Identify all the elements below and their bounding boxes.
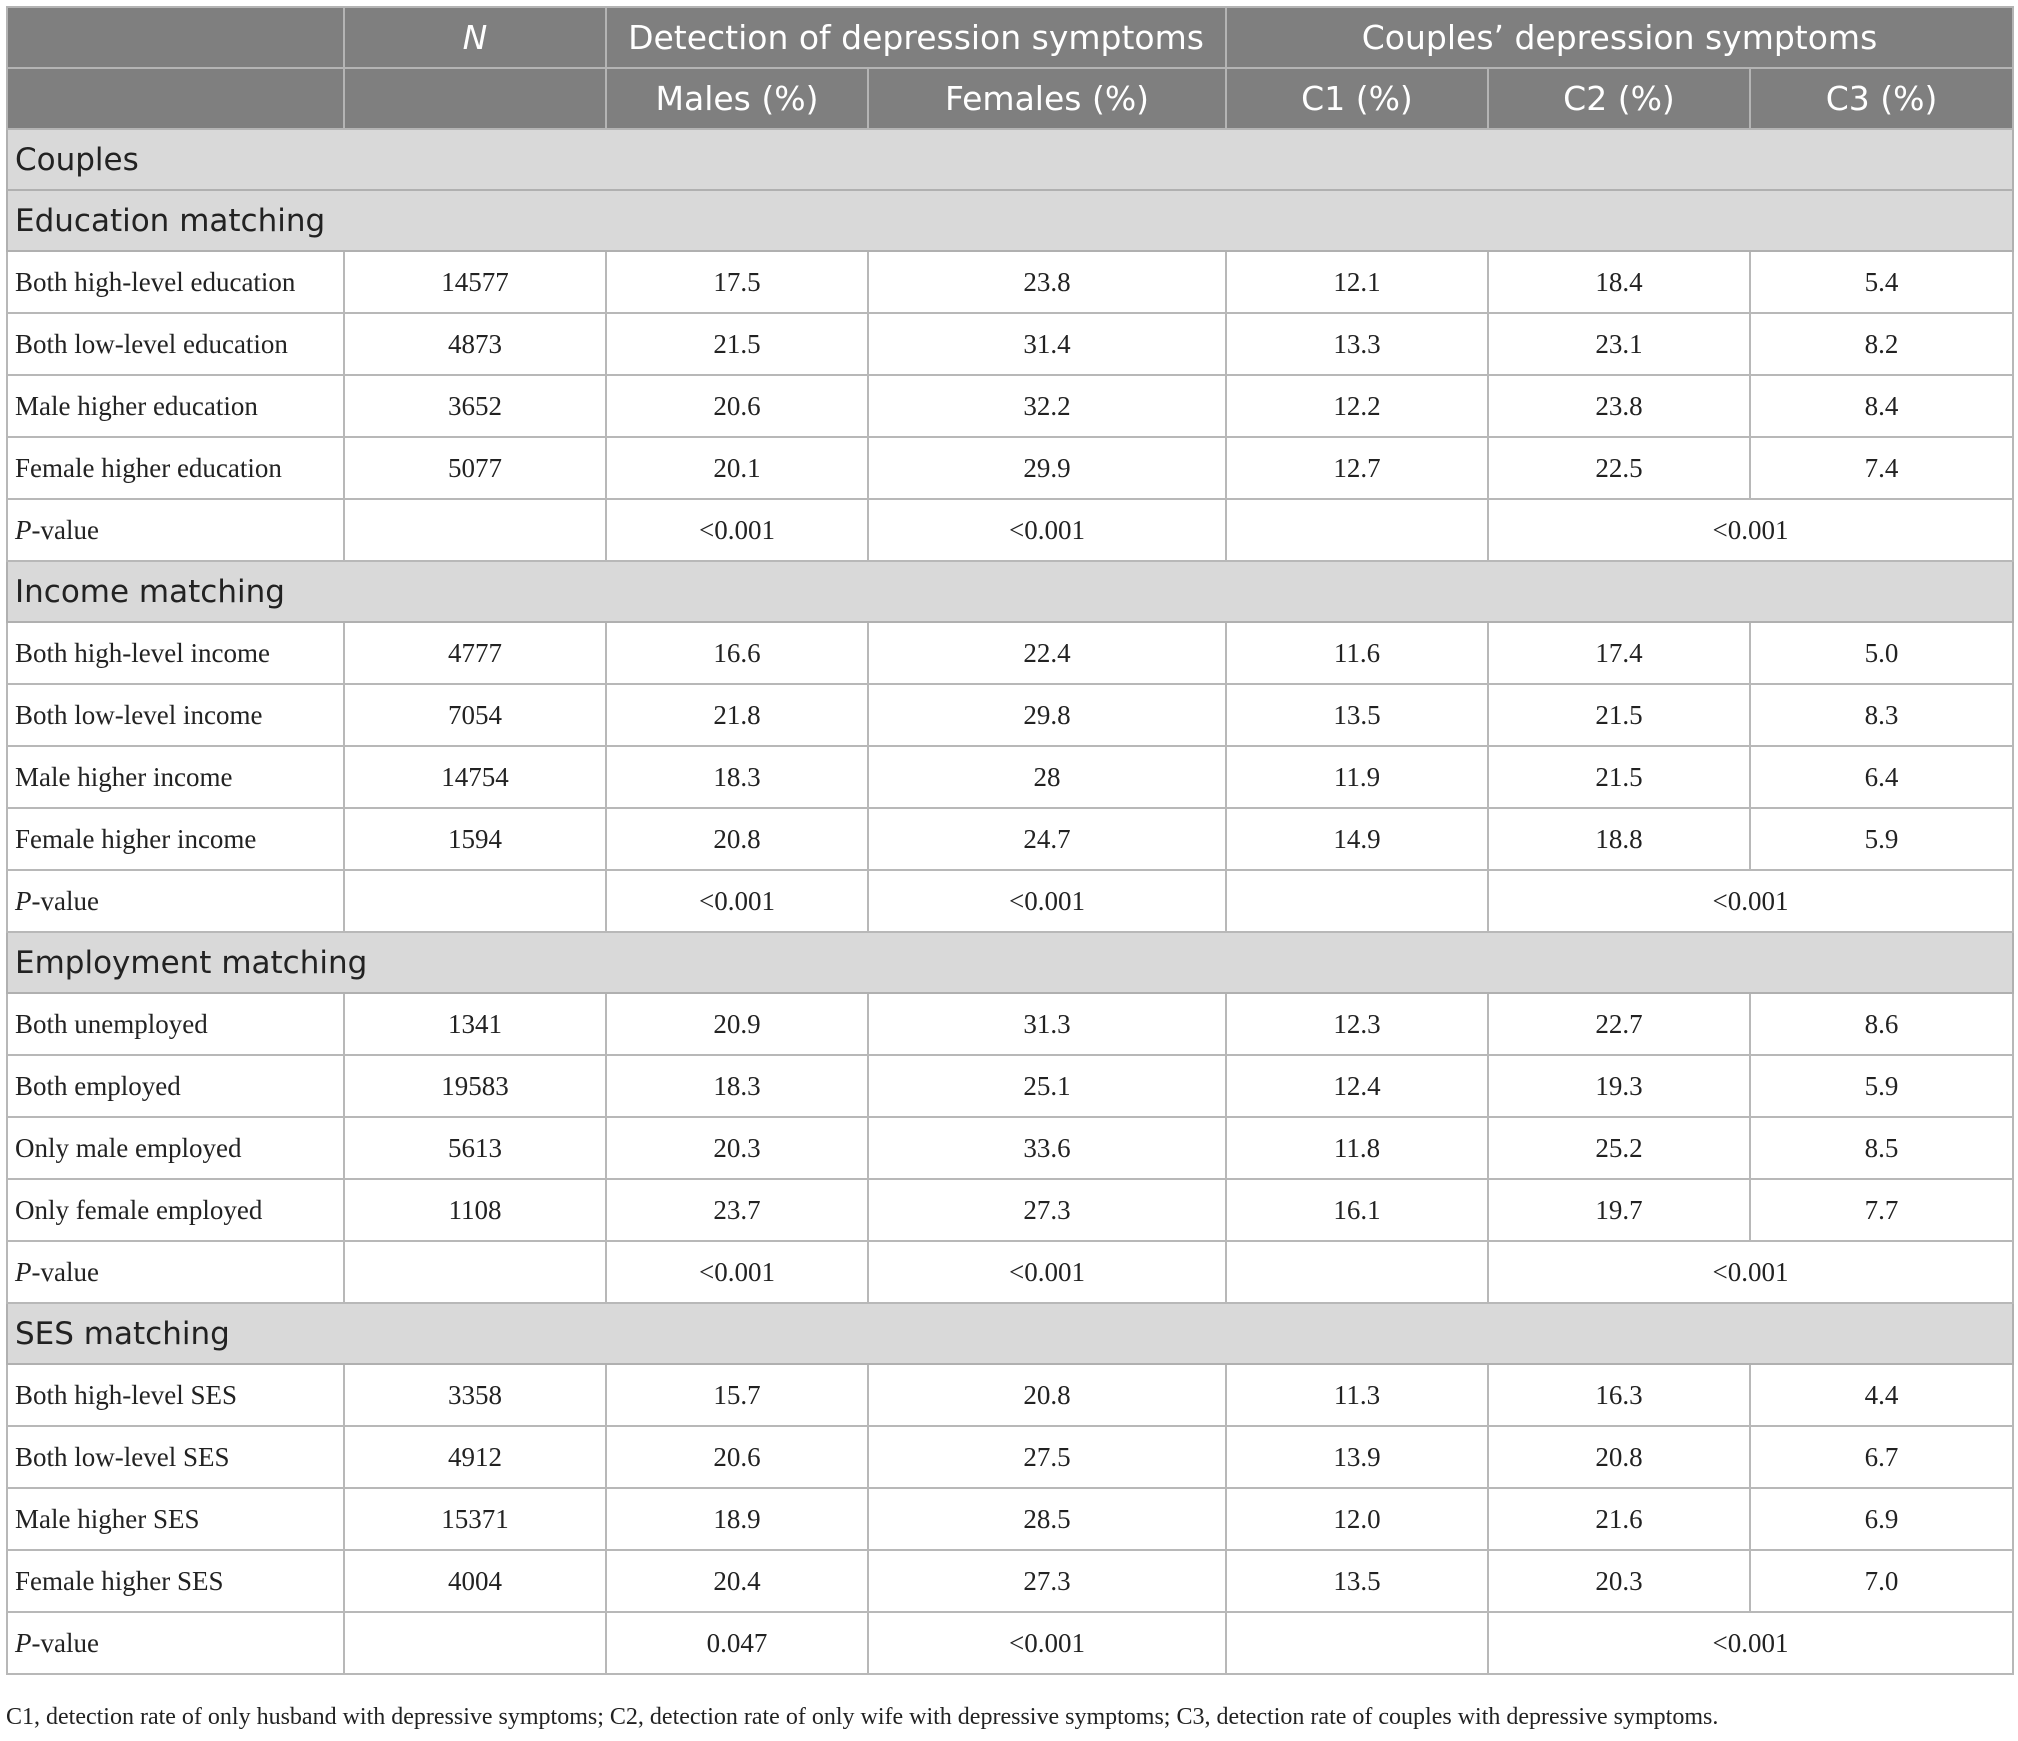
row-label: Both low-level income (7, 684, 344, 746)
p-value-n-empty (344, 499, 606, 561)
row-label: Only male employed (7, 1117, 344, 1179)
header-females: Females (%) (868, 68, 1226, 129)
cell-c3: 5.9 (1750, 1055, 2013, 1117)
cell-c2: 20.8 (1488, 1426, 1750, 1488)
table-row (7, 313, 2013, 375)
cell-n: 3358 (344, 1364, 606, 1426)
table-row (7, 1364, 2013, 1426)
cell-n: 4777 (344, 622, 606, 684)
cell-c3: 6.4 (1750, 746, 2013, 808)
section-row (7, 190, 2013, 251)
cell-c2: 19.7 (1488, 1179, 1750, 1241)
row-label: Male higher SES (7, 1488, 344, 1550)
p-value-males: <0.001 (606, 870, 868, 932)
table-row (7, 622, 2013, 684)
table-header (7, 7, 2013, 129)
p-value-label-rest: -value (31, 1256, 99, 1287)
p-value-label (7, 1241, 344, 1303)
table-row (7, 1488, 2013, 1550)
header-c2: C2 (%) (1488, 68, 1750, 129)
cell-c1: 12.3 (1226, 993, 1488, 1055)
row-label: Both high-level income (7, 622, 344, 684)
p-value-label-italic: P (15, 514, 32, 545)
row-label: Both high-level education (7, 251, 344, 313)
cell-females: 27.5 (868, 1426, 1226, 1488)
cell-males: 20.1 (606, 437, 868, 499)
cell-c3: 7.4 (1750, 437, 2013, 499)
cell-females: 28 (868, 746, 1226, 808)
section-title: Education matching (7, 190, 2013, 251)
cell-males: 23.7 (606, 1179, 868, 1241)
table-row (7, 437, 2013, 499)
cell-c1: 11.6 (1226, 622, 1488, 684)
p-value-label-italic: P (15, 1256, 32, 1287)
cell-c3: 7.0 (1750, 1550, 2013, 1612)
cell-males: 20.8 (606, 808, 868, 870)
table-footnote: C1, detection rate of only husband with depressive symptoms; C2, detection rate of only wife with depressive symptoms; C3, detection rate of couples with depressive symptoms. (6, 1704, 1719, 1730)
cell-c1: 16.1 (1226, 1179, 1488, 1241)
cell-c2: 18.4 (1488, 251, 1750, 313)
p-value-males: <0.001 (606, 1241, 868, 1303)
cell-n: 1108 (344, 1179, 606, 1241)
table-row (7, 1055, 2013, 1117)
cell-c2: 23.8 (1488, 375, 1750, 437)
cell-n: 1341 (344, 993, 606, 1055)
header-c3: C3 (%) (1750, 68, 2013, 129)
cell-females: 22.4 (868, 622, 1226, 684)
p-value-females: <0.001 (868, 1241, 1226, 1303)
cell-n: 3652 (344, 375, 606, 437)
cell-c3: 5.4 (1750, 251, 2013, 313)
cell-females: 20.8 (868, 1364, 1226, 1426)
cell-c1: 11.9 (1226, 746, 1488, 808)
cell-c1: 12.2 (1226, 375, 1488, 437)
row-label: Male higher education (7, 375, 344, 437)
cell-males: 20.6 (606, 375, 868, 437)
p-value-c1-empty (1226, 870, 1488, 932)
cell-c1: 11.8 (1226, 1117, 1488, 1179)
p-value-row (7, 1241, 2013, 1303)
p-value-couples: <0.001 (1488, 1241, 2013, 1303)
p-value-females: <0.001 (868, 870, 1226, 932)
cell-c3: 8.4 (1750, 375, 2013, 437)
cell-n: 14577 (344, 251, 606, 313)
cell-c2: 16.3 (1488, 1364, 1750, 1426)
table-body (7, 129, 2013, 1674)
cell-males: 21.8 (606, 684, 868, 746)
table-row (7, 993, 2013, 1055)
row-label: Female higher income (7, 808, 344, 870)
table-row (7, 1117, 2013, 1179)
cell-males: 18.9 (606, 1488, 868, 1550)
section-row (7, 1303, 2013, 1364)
p-value-couples: <0.001 (1488, 499, 2013, 561)
p-value-c1-empty (1226, 499, 1488, 561)
cell-females: 29.9 (868, 437, 1226, 499)
section-title: Employment matching (7, 932, 2013, 993)
header-empty-cell (7, 68, 344, 129)
cell-c1: 12.7 (1226, 437, 1488, 499)
table-row (7, 251, 2013, 313)
header-couples-group: Couples’ depression symptoms (1226, 7, 2013, 68)
p-value-c1-empty (1226, 1241, 1488, 1303)
cell-c1: 13.5 (1226, 1550, 1488, 1612)
depression-symptoms-table (6, 6, 2014, 1675)
cell-n: 4912 (344, 1426, 606, 1488)
cell-c2: 22.7 (1488, 993, 1750, 1055)
table-row (7, 375, 2013, 437)
cell-c3: 8.2 (1750, 313, 2013, 375)
cell-c3: 4.4 (1750, 1364, 2013, 1426)
cell-males: 20.9 (606, 993, 868, 1055)
cell-n: 15371 (344, 1488, 606, 1550)
row-label: Male higher income (7, 746, 344, 808)
p-value-couples: <0.001 (1488, 870, 2013, 932)
cell-n: 14754 (344, 746, 606, 808)
cell-c3: 6.9 (1750, 1488, 2013, 1550)
cell-females: 31.3 (868, 993, 1226, 1055)
cell-c3: 5.9 (1750, 808, 2013, 870)
cell-males: 18.3 (606, 746, 868, 808)
p-value-males: 0.047 (606, 1612, 868, 1674)
p-value-n-empty (344, 1612, 606, 1674)
cell-females: 29.8 (868, 684, 1226, 746)
section-row (7, 932, 2013, 993)
cell-males: 18.3 (606, 1055, 868, 1117)
section-row (7, 561, 2013, 622)
cell-males: 20.3 (606, 1117, 868, 1179)
cell-females: 32.2 (868, 375, 1226, 437)
cell-c1: 12.4 (1226, 1055, 1488, 1117)
cell-females: 24.7 (868, 808, 1226, 870)
cell-c2: 22.5 (1488, 437, 1750, 499)
p-value-row (7, 499, 2013, 561)
section-title: SES matching (7, 1303, 2013, 1364)
row-label: Female higher education (7, 437, 344, 499)
p-value-label-italic: P (15, 1627, 32, 1658)
cell-c2: 18.8 (1488, 808, 1750, 870)
p-value-label (7, 1612, 344, 1674)
row-label: Both low-level SES (7, 1426, 344, 1488)
section-title: Income matching (7, 561, 2013, 622)
cell-n: 4004 (344, 1550, 606, 1612)
cell-c2: 21.5 (1488, 684, 1750, 746)
cell-c1: 13.9 (1226, 1426, 1488, 1488)
cell-c2: 21.5 (1488, 746, 1750, 808)
table-row (7, 1179, 2013, 1241)
cell-males: 20.4 (606, 1550, 868, 1612)
cell-c1: 12.1 (1226, 251, 1488, 313)
cell-males: 15.7 (606, 1364, 868, 1426)
p-value-males: <0.001 (606, 499, 868, 561)
cell-c2: 23.1 (1488, 313, 1750, 375)
p-value-females: <0.001 (868, 1612, 1226, 1674)
cell-c2: 21.6 (1488, 1488, 1750, 1550)
row-label: Both employed (7, 1055, 344, 1117)
cell-females: 25.1 (868, 1055, 1226, 1117)
header-c1: C1 (%) (1226, 68, 1488, 129)
header-row-2 (7, 68, 2013, 129)
p-value-label (7, 499, 344, 561)
p-value-row (7, 870, 2013, 932)
p-value-n-empty (344, 870, 606, 932)
header-males: Males (%) (606, 68, 868, 129)
cell-males: 20.6 (606, 1426, 868, 1488)
header-n: N (344, 7, 606, 68)
cell-c3: 8.6 (1750, 993, 2013, 1055)
p-value-couples: <0.001 (1488, 1612, 2013, 1674)
section-title-couples: Couples (7, 129, 2013, 190)
section-row (7, 129, 2013, 190)
cell-c3: 6.7 (1750, 1426, 2013, 1488)
row-label: Both high-level SES (7, 1364, 344, 1426)
cell-c1: 13.3 (1226, 313, 1488, 375)
cell-c1: 12.0 (1226, 1488, 1488, 1550)
header-empty-cell (7, 7, 344, 68)
cell-c2: 17.4 (1488, 622, 1750, 684)
cell-c2: 25.2 (1488, 1117, 1750, 1179)
cell-females: 28.5 (868, 1488, 1226, 1550)
table-row (7, 1426, 2013, 1488)
p-value-label-rest: -value (31, 514, 99, 545)
p-value-label-rest: -value (31, 885, 99, 916)
cell-n: 7054 (344, 684, 606, 746)
cell-n: 1594 (344, 808, 606, 870)
p-value-females: <0.001 (868, 499, 1226, 561)
cell-c1: 14.9 (1226, 808, 1488, 870)
table-row (7, 1550, 2013, 1612)
p-value-c1-empty (1226, 1612, 1488, 1674)
cell-females: 23.8 (868, 251, 1226, 313)
header-empty-cell (344, 68, 606, 129)
data-table-container (6, 6, 2012, 1675)
row-label: Both unemployed (7, 993, 344, 1055)
table-row (7, 684, 2013, 746)
cell-males: 16.6 (606, 622, 868, 684)
p-value-label-italic: P (15, 885, 32, 916)
cell-n: 19583 (344, 1055, 606, 1117)
cell-males: 17.5 (606, 251, 868, 313)
p-value-row (7, 1612, 2013, 1674)
table-row (7, 746, 2013, 808)
row-label: Female higher SES (7, 1550, 344, 1612)
cell-c2: 20.3 (1488, 1550, 1750, 1612)
cell-c3: 7.7 (1750, 1179, 2013, 1241)
cell-males: 21.5 (606, 313, 868, 375)
table-row (7, 808, 2013, 870)
cell-n: 5077 (344, 437, 606, 499)
cell-females: 27.3 (868, 1179, 1226, 1241)
p-value-label (7, 870, 344, 932)
cell-c1: 13.5 (1226, 684, 1488, 746)
p-value-n-empty (344, 1241, 606, 1303)
cell-c2: 19.3 (1488, 1055, 1750, 1117)
cell-females: 31.4 (868, 313, 1226, 375)
cell-c3: 8.3 (1750, 684, 2013, 746)
p-value-label-rest: -value (31, 1627, 99, 1658)
cell-n: 5613 (344, 1117, 606, 1179)
cell-females: 33.6 (868, 1117, 1226, 1179)
row-label: Only female employed (7, 1179, 344, 1241)
cell-females: 27.3 (868, 1550, 1226, 1612)
cell-c3: 5.0 (1750, 622, 2013, 684)
header-row-1 (7, 7, 2013, 68)
cell-c3: 8.5 (1750, 1117, 2013, 1179)
cell-c1: 11.3 (1226, 1364, 1488, 1426)
cell-n: 4873 (344, 313, 606, 375)
header-detection-group: Detection of depression symptoms (606, 7, 1226, 68)
row-label: Both low-level education (7, 313, 344, 375)
